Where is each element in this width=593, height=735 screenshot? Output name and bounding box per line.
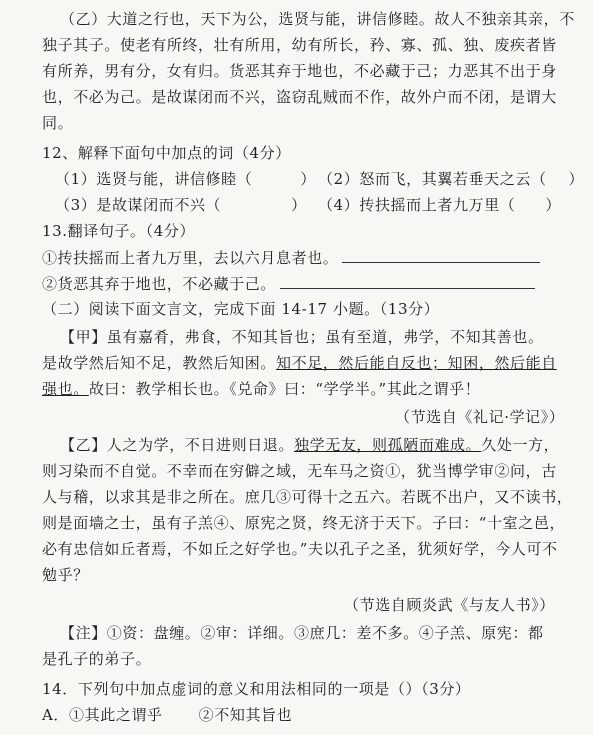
q13-item-2: [42, 274, 535, 293]
q13-item-2-text: ②货恶其弃于地也，不必藏于己。: [42, 275, 277, 293]
passage-yi-line-2: 独子其子。使老有所终，壮有所用，幼有所长，矜、寡、孤、独、废疾者皆: [42, 36, 557, 54]
passage-jia-underlined-sentence: 知不足，然后能自反也；知困，然后能自: [276, 354, 557, 372]
passage-jia-line-2: [42, 354, 557, 372]
passage-yi-line-3: 有所养，男有分，女有归。货恶其弃于地也，不必藏于己；力恶其不出于身: [42, 62, 557, 80]
q12-item-2-prompt: （2）怒而飞，其翼若垂天之云（: [318, 170, 547, 188]
passage-yi2-source: （节选自顾炎武《与友人书》）: [344, 596, 555, 614]
q13-heading: 13.翻译句子。（4分）: [42, 222, 196, 240]
q12-item-2: [318, 170, 584, 188]
q13-item-1-answer-line[interactable]: [342, 248, 540, 263]
passage-yi2-line-6: 勉乎？: [42, 566, 89, 584]
passage-yi-line-4: 也，不必为己。是故谋闭而不兴，盗窃乱贼而不作，故外户而不闭，是谓大: [42, 88, 557, 106]
q12-item-3-close: ）: [291, 196, 307, 214]
q12-item-1-close: ）: [300, 170, 316, 188]
passage-yi-line-5: 同。: [42, 114, 74, 132]
q12-item-3-prompt: （3）是故谋闭而不兴（: [55, 196, 222, 214]
q14-option-a: [42, 706, 292, 724]
passage-yi2-line-1: [60, 436, 559, 454]
q13-item-1-text: ①抟扶摇而上者九万里，去以六月息者也。: [42, 249, 339, 267]
passage-jia-line-1: 【甲】虽有嘉肴，弗食，不知其旨也；虽有至道，弗学，不知其善也。: [60, 328, 544, 346]
note-line-2: 是孔子的弟子。: [42, 650, 152, 668]
passage-jia-underlined-end: 强也。: [42, 380, 89, 398]
q12-item-3: [55, 196, 307, 214]
q12-item-1-prompt: （1）选贤与能，讲信修睦（: [55, 170, 253, 188]
passage-jia-line-3-plain: 故曰：教学相长也。《兑命》曰：“学学半。”其此之谓乎！: [88, 380, 481, 398]
passage-yi2-line-4: 则是面墙之士，虽有子羔④、原宪之贤，终无济于天下。子曰：“十室之邑，: [42, 514, 566, 532]
passage-jia-source: （节选自《礼记·学记》）: [395, 408, 565, 426]
q12-item-1: [55, 170, 316, 188]
q13-item-1: [42, 248, 540, 267]
q12-item-2-close: ）: [568, 170, 585, 188]
q12-item-4-close: ）: [545, 196, 561, 214]
passage-yi2-underlined-sentence: 独学无友，则孤陋而难成。: [294, 436, 482, 454]
q14-option-a-sentence-1: ①其此之谓乎: [69, 706, 163, 724]
passage-jia-line-3: [42, 380, 480, 398]
q14-option-a-sentence-2: ②不知其旨也: [198, 706, 293, 724]
q14-option-a-label: A．: [42, 706, 70, 724]
passage-jia-line-2-plain: 是故学然后知不足，教然后知困。: [42, 354, 277, 372]
q12-heading: 12、解释下面句中加点的词（4分）: [42, 144, 291, 162]
section2-heading: （二）阅读下面文言文，完成下面 14-17 小题。（13分）: [42, 300, 440, 318]
q13-item-2-answer-line[interactable]: [280, 274, 535, 289]
passage-yi2-line-1-plain: 【乙】人之为学，不日进则日退。: [60, 436, 295, 454]
q12-item-4: [318, 196, 561, 214]
passage-yi2-line-3: 人与稽，以求其是非之所在。庶几③可得十之五六。若既不出户，又不读书，: [42, 488, 573, 506]
passage-yi2-line-1-tail: 久处一方，: [481, 436, 560, 454]
q14-heading: 14．下列句中加点虚词的意义和用法相同的一项是（）（3分）: [42, 680, 471, 698]
passage-yi2-line-2: 则习染而不自觉。不幸而在穷僻之域，无车马之资①，犹当博学审②问，古: [42, 462, 557, 480]
q12-item-4-prompt: （4）抟扶摇而上者九万里（: [318, 196, 516, 214]
note-line-1: 【注】①资：盘缠。②审：详细。③庶几：差不多。④子羔、原宪：都: [60, 624, 544, 642]
passage-yi2-line-5: 必有忠信如丘者焉，不如丘之好学也。”夫以孔子之圣，犹须好学，今人可不: [42, 540, 558, 558]
passage-yi-line-1: （乙）大道之行也，天下为公，选贤与能，讲信修睦。故人不独亲其亲，不: [60, 10, 575, 28]
